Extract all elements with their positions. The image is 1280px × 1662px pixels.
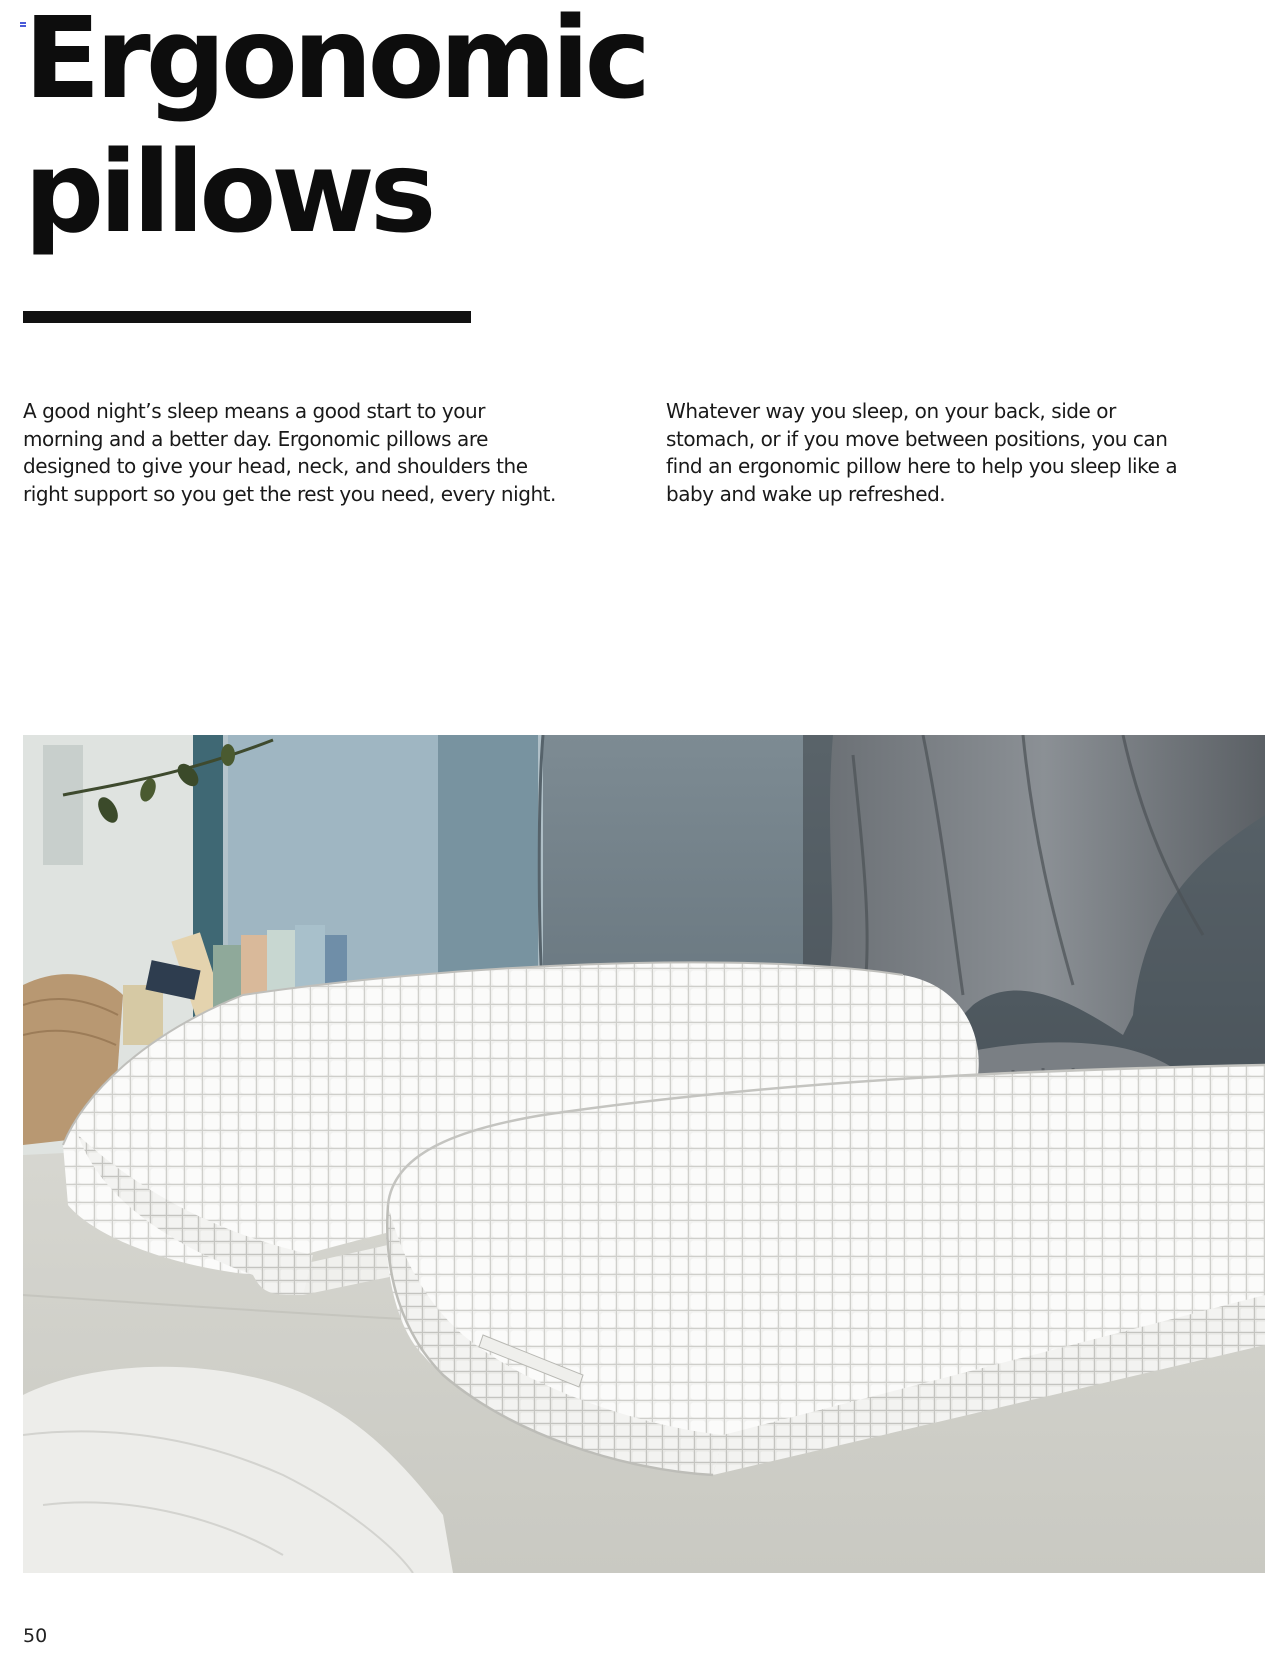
intro-right-line: stomach, or if you move between positions, you can (666, 426, 1168, 451)
intro-left-line: A good night’s sleep means a good start to your (23, 399, 486, 423)
page-title-line-2: pillows (24, 128, 432, 258)
intro-right-line: baby and wake up refreshed. (666, 481, 946, 506)
intro-paragraph-left (23, 398, 643, 508)
photo-icon (23, 735, 1265, 1573)
intro-left-line: designed to give your head, neck, and shoulders the (23, 454, 528, 478)
page-number: 50 (23, 1625, 48, 1647)
pillow-photo (23, 735, 1265, 1573)
intro-paragraph-right (666, 398, 1266, 508)
intro-left-line: morning and a better day. Ergonomic pillows are (23, 426, 489, 451)
page-title-line-1: Ergonomic (24, 0, 647, 124)
intro-right-line: find an ergonomic pillow here to help you sleep like a (666, 454, 1178, 478)
page-title (24, 0, 646, 260)
title-underline-rule (23, 311, 471, 323)
intro-right-line: Whatever way you sleep, on your back, side or (666, 399, 1116, 423)
intro-left-line: right support so you get the rest you need, every night. (23, 481, 556, 506)
